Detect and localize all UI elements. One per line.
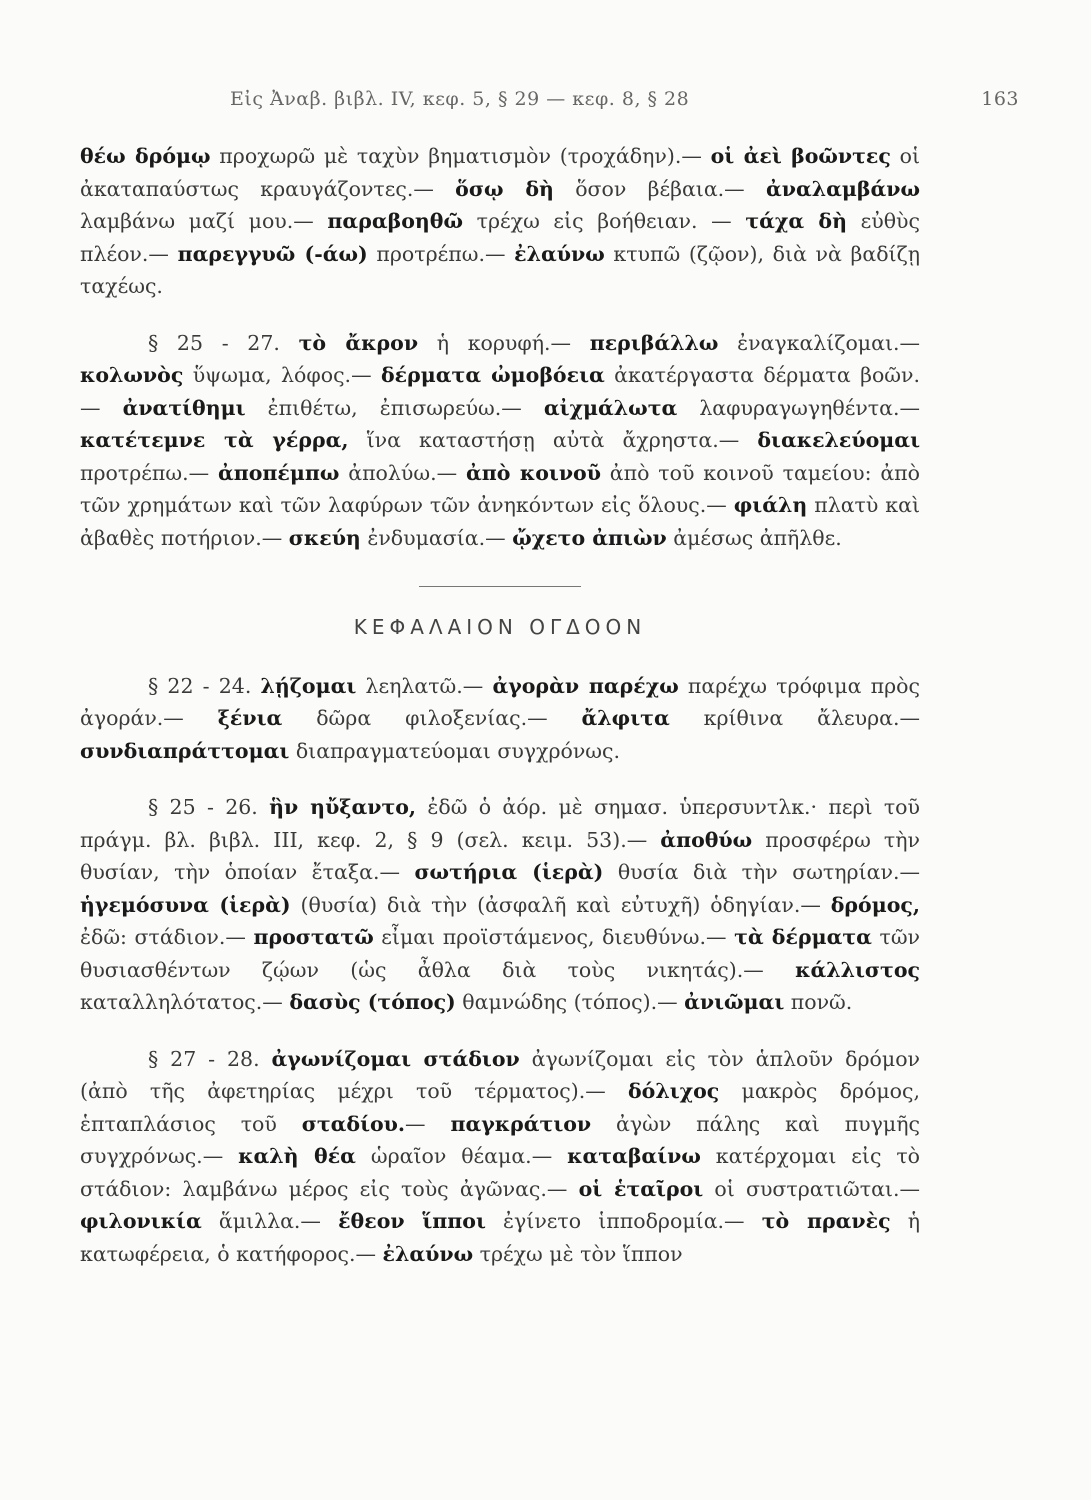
gloss-text: μακρὸς δρόμος, ἑπταπλάσιος τοῦ: [80, 1079, 920, 1136]
gloss-text: ἐδῶ: στάδιον.—: [80, 925, 254, 949]
lemma-term: τάχα δὴ: [745, 209, 847, 233]
paragraph-section-25-26: [80, 791, 920, 1019]
lemma-term: προστατῶ: [253, 925, 374, 949]
gloss-text: ἀγὼν πάλης καὶ πυγμῆς συγχρόνως.—: [80, 1111, 920, 1168]
gloss-text: ἀγωνίζομαι εἰς τὸν ἁπλοῦν δρόμον (ἀπὸ τῆς ἀφετηρίας μέχρι τοῦ τέρματος).—: [80, 1046, 921, 1103]
gloss-text: προτρέπω.—: [80, 460, 218, 485]
gloss-text: ἀκατέργαστα δέρματα βοῶν.—: [80, 363, 920, 420]
lemma-term: οἱ ἑταῖροι: [578, 1176, 704, 1201]
gloss-text: διαπραγματεύομαι συγχρόνως.: [289, 738, 621, 763]
lemma-term: θέω δρόμῳ: [80, 144, 211, 168]
lemma-term: κάλλιστος: [795, 957, 920, 982]
paragraph-section-22-24: [80, 670, 920, 768]
lemma-term: ἀποθύω: [660, 827, 753, 852]
lemma-term: ὅσῳ δὴ: [455, 176, 554, 201]
lemma-term: δασὺς (τόπος): [289, 990, 456, 1014]
gloss-text: οἱ συστρατιῶται.—: [703, 1176, 920, 1201]
lemma-term: φιάλη: [733, 493, 808, 517]
lemma-term: ἀγορὰν παρέχω: [492, 673, 679, 698]
lemma-term: κατέτεμνε τὰ γέρρα,: [80, 428, 349, 452]
paragraph-chapter7-continuation: [80, 140, 920, 303]
gloss-text: προσφέρω τὴν θυσίαν, τὴν ὁποίαν ἔταξα.—: [80, 827, 920, 884]
gloss-text: ἐναγκαλίζομαι.—: [718, 330, 921, 355]
lemma-term: αἰχμάλωτα: [543, 395, 678, 420]
lemma-term: παγκράτιον: [450, 1111, 592, 1136]
lemma-term: δόλιχος: [627, 1079, 720, 1103]
lemma-term: παραβοηθῶ: [327, 209, 463, 233]
lemma-term: ξένια: [217, 706, 283, 730]
gloss-text: ἐδῶ ὁ ἀόρ. μὲ σημασ. ὑπερσυντλκ.· περὶ τοῦ πράγμ. βλ. βιβλ. III, κεφ. 2, § 9 (σελ. κειμ. 53).—: [80, 795, 920, 852]
gloss-text: ὡραῖον θέαμα.—: [355, 1144, 568, 1168]
lemma-term: καταβαίνω: [567, 1144, 701, 1168]
gloss-text: ἅμιλλα.—: [201, 1209, 339, 1233]
gloss-text: εἶμαι προϊστάμενος, διευθύνω.—: [373, 925, 735, 949]
paragraph-section-25-27: [80, 327, 920, 555]
gloss-text: λαμβάνω μαζί μου.—: [80, 209, 328, 233]
gloss-text: § 25 - 26.: [148, 795, 270, 819]
lemma-term: ἣν ηὔξαντο,: [269, 795, 417, 819]
gloss-text: ὕψωμα, λόφος.—: [183, 363, 381, 387]
gloss-text: —: [405, 1111, 451, 1136]
lemma-term: ἔθεον ἵπποι: [338, 1209, 486, 1233]
lemma-term: συνδιαπράττομαι: [80, 738, 290, 763]
gloss-text: § 25 - 27.: [148, 330, 299, 355]
lemma-term: ἀνατίθημι: [122, 395, 246, 420]
gloss-text: πονῶ.: [784, 990, 853, 1014]
lemma-term: ἐλαύνω: [514, 241, 605, 266]
lemma-term: λῄζομαι: [260, 673, 357, 698]
lemma-term: τὸ ἄκρον: [298, 330, 419, 355]
gloss-text: ἡ κατωφέρεια, ὁ κατήφορος.—: [80, 1209, 920, 1266]
lemma-term: διακελεύομαι: [757, 428, 920, 452]
gloss-text: θαμνώδης (τόπος).—: [455, 990, 685, 1014]
lemma-term: κολωνὸς: [80, 363, 184, 387]
gloss-text: τρέχω μὲ τὸν ἵππον: [473, 1241, 683, 1266]
gloss-text: οἱ ἀκαταπαύστως κραυγάζοντες.—: [80, 144, 921, 201]
lemma-term: ἀγωνίζομαι στάδιον: [271, 1046, 520, 1071]
lemma-term: ἀποπέμπω: [217, 460, 340, 485]
lemma-term: ἀναλαμβάνω: [765, 176, 921, 201]
lemma-term: ἄλφιτα: [581, 706, 670, 730]
gloss-text: ἀπολύω.—: [339, 460, 466, 485]
paragraph-section-27-28: [80, 1043, 920, 1271]
page-number: 163: [981, 88, 1019, 110]
gloss-text: (θυσία) διὰ τὴν (ἀσφαλῆ καὶ εὐτυχῆ) ὁδηγίαν.—: [290, 892, 831, 917]
lemma-term: παρεγγυῶ (-άω): [177, 241, 368, 266]
lemma-term: περιβάλλω: [589, 330, 719, 355]
running-header: [230, 88, 1019, 110]
lemma-term: τὸ πρανὲς: [761, 1209, 891, 1233]
gloss-text: § 27 - 28.: [148, 1046, 272, 1071]
gloss-text: ἐνδυμασία.—: [360, 525, 513, 550]
lemma-term: ἐλαύνω: [382, 1241, 474, 1266]
lemma-term: δέρματα ὠμοβόεια: [380, 363, 605, 387]
gloss-text: τρέχω εἰς βοήθειαν. —: [463, 209, 746, 233]
gloss-text: εὐθὺς πλέον.—: [80, 209, 920, 266]
gloss-text: τῶν θυσιασθέντων ζῴων (ὡς ἆθλα διὰ τοὺς νικητάς).—: [80, 925, 920, 982]
gloss-text: ἡ κορυφή.—: [418, 330, 590, 355]
gloss-text: λεηλατῶ.—: [356, 673, 493, 698]
lemma-term: σταδίου.: [301, 1111, 406, 1136]
lemma-term: ἀνιῶμαι: [684, 990, 785, 1014]
gloss-text: ἐπιθέτω, ἐπισωρεύω.—: [245, 395, 544, 420]
gloss-text: § 22 - 24.: [148, 673, 261, 698]
chapter-heading: ΚΕΦΑΛΑΙΟΝ ΟΓΔΟΟΝ: [353, 615, 647, 639]
page-body: [80, 140, 920, 1270]
gloss-text: κρίθινα ἄλευρα.—: [669, 706, 921, 730]
gloss-text: πλατὺ καὶ ἀβαθὲς ποτήριον.—: [80, 493, 920, 550]
gloss-text: θυσία διὰ τὴν σωτηρίαν.—: [603, 860, 920, 884]
gloss-text: ἀπὸ τοῦ κοινοῦ ταμείου: ἀπὸ τῶν χρημάτων καὶ τῶν λαφύρων τῶν ἀνηκόντων εἰς ὅλους.—: [80, 460, 920, 517]
lemma-term: σωτήρια (ἱερὰ): [414, 860, 604, 884]
gloss-text: λαφυραγωγηθέντα.—: [677, 395, 920, 420]
gloss-text: ὅσον βέβαια.—: [553, 176, 766, 201]
running-title: Εἰς Ἀναβ. βιβλ. IV, κεφ. 5, § 29 — κεφ. 8, § 28: [230, 88, 690, 110]
gloss-text: καταλληλότατος.—: [80, 990, 290, 1014]
lemma-term: φιλονικία: [80, 1209, 202, 1233]
gloss-text: ἀμέσως ἀπῆλθε.: [666, 525, 842, 550]
section-divider: [419, 586, 581, 587]
lemma-term: δρόμος,: [830, 892, 921, 917]
lemma-term: ἀπὸ κοινοῦ: [465, 460, 601, 485]
gloss-text: δῶρα φιλοξενίας.—: [282, 706, 582, 730]
lemma-term: οἱ ἀεὶ βοῶντες: [710, 144, 891, 168]
gloss-text: κατέρχομαι εἰς τὸ στάδιον: λαμβάνω μέρος εἰς τοὺς ἀγῶνας.—: [80, 1144, 921, 1201]
gloss-text: κτυπῶ (ζῷον), διὰ νὰ βαδίζῃ ταχέως.: [80, 241, 920, 298]
gloss-text: προχωρῶ μὲ ταχὺν βηματισμὸν (τροχάδην).—: [210, 144, 711, 168]
lemma-term: ᾤχετο ἀπιὼν: [512, 525, 667, 550]
gloss-text: ἵνα καταστήσῃ αὐτὰ ἄχρηστα.—: [348, 428, 758, 452]
gloss-text: ἐγίνετο ἱπποδρομία.—: [485, 1209, 762, 1233]
lemma-term: τὰ δέρματα: [734, 925, 872, 949]
gloss-text: προτρέπω.—: [367, 241, 515, 266]
gloss-text: παρέχω τρόφιμα πρὸς ἀγοράν.—: [80, 673, 920, 730]
lemma-term: σκεύη: [288, 525, 361, 550]
lemma-term: καλὴ θέα: [238, 1144, 356, 1168]
lemma-term: ἡγεμόσυνα (ἱερὰ): [80, 892, 291, 917]
